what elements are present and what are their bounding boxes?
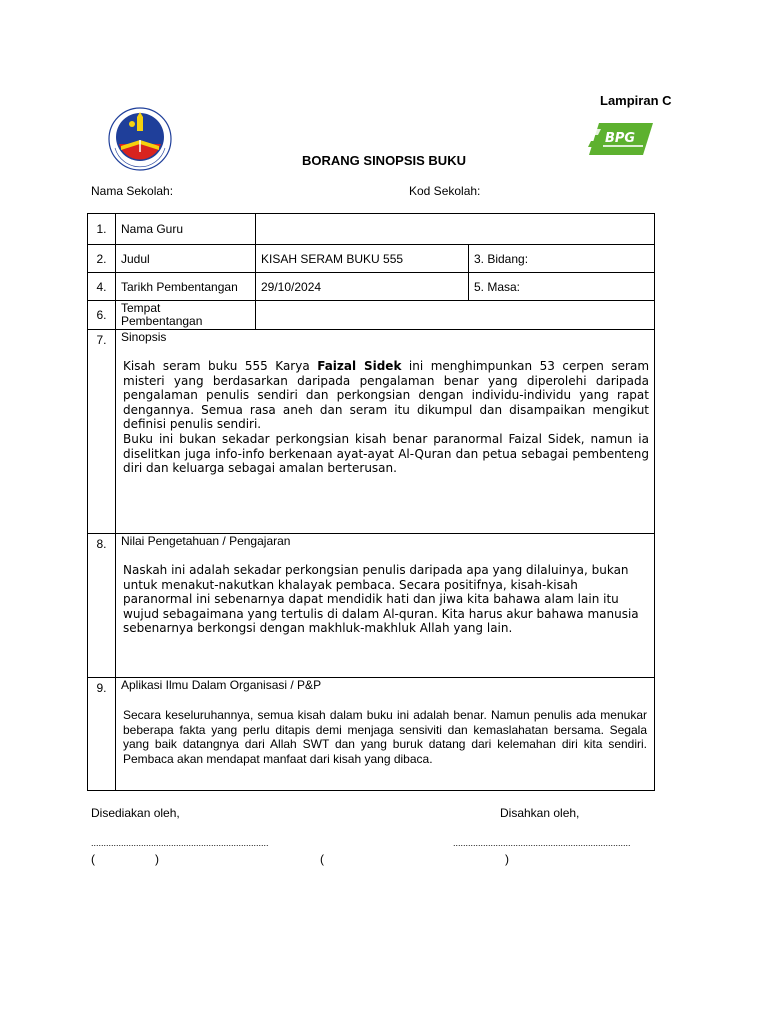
field-bidang[interactable]: 3. Bidang:	[469, 245, 655, 273]
synopsis-paragraph-1	[121, 359, 649, 432]
row-application	[88, 678, 655, 791]
venue-field[interactable]	[256, 301, 655, 330]
values-paragraph: Naskah ini adalah sekadar perkongsian penulis daripada apa yang dilaluinya, bukan untuk menakut-nakutkan khalayak pembaca. Secara positifnya, kisah-kisah paranormal ini sebenarnya dapat mendidik hati dan jiwa kita bahawa alam lain itu wujud sebagaimana yang tertulis di dalam Al-quran. Kita harus akur bahawa manusia sebenarnya berkongsi dengan makhluk-makhluk Allah yang lain.	[123, 563, 639, 636]
field-label: Judul	[116, 245, 256, 273]
row-values	[88, 534, 655, 678]
presentation-date-field[interactable]: 29/10/2024	[256, 273, 469, 301]
book-title-field[interactable]: KISAH SERAM BUKU 555	[256, 245, 469, 273]
field-label: Tarikh Pembentangan	[116, 273, 256, 301]
synopsis-paragraph-2: Buku ini bukan sekadar perkongsian kisah benar paranormal Faizal Sidek, namun ia diselitkan juga info-info berkenaan ayat-ayat Al-Quran dan petua sebagai pembenteng diri dan keluarga sebagai amalan berterusan.	[123, 431, 649, 476]
row-title	[88, 245, 655, 273]
prepared-by-label: Disediakan oleh,	[91, 806, 180, 820]
row-number: 9.	[88, 678, 116, 791]
application-cell[interactable]	[116, 678, 655, 791]
approved-signature-line[interactable]: .......................................................................	[453, 838, 631, 848]
teacher-name-field[interactable]	[256, 214, 655, 245]
row-number: 4.	[88, 273, 116, 301]
row-teacher-name	[88, 214, 655, 245]
synopsis-cell[interactable]	[116, 330, 655, 534]
section-heading: Sinopsis	[121, 330, 167, 344]
page-title: BORANG SINOPSIS BUKU	[302, 153, 466, 168]
author-name: Faizal Sidek	[317, 359, 402, 373]
approved-by-label: Disahkan oleh,	[500, 806, 580, 820]
row-number: 2.	[88, 245, 116, 273]
row-number: 8.	[88, 534, 116, 678]
row-date	[88, 273, 655, 301]
row-number: 1.	[88, 214, 116, 245]
row-synopsis	[88, 330, 655, 534]
row-number: 6.	[88, 301, 116, 330]
approved-paren-open: (	[320, 852, 324, 866]
section-heading: Nilai Pengetahuan / Pengajaran	[121, 534, 291, 548]
field-label-line1: Tempat	[121, 301, 161, 315]
application-paragraph: Secara keseluruhannya, semua kisah dalam buku ini adalah benar. Namun penulis ada menukar beberapa fakta yang perlu ditapis demi menjaga sensiviti dan kemaslahatan bersama. Segala yang baik datangnya dari Allah SWT dan yang buruk datang dari kelemahan diri kita sendiri. Pembaca akan mendapat manfaat dari kisah yang dibaca.	[123, 708, 647, 766]
synopsis-form-table	[87, 213, 655, 791]
prepared-paren-close: )	[155, 852, 159, 866]
field-masa[interactable]: 5. Masa:	[469, 273, 655, 301]
school-name-label: Nama Sekolah:	[91, 184, 174, 198]
synopsis-text: ini menghimpunkan 53 cerpen seram misteri yang berdasarkan daripada pengalaman benar yang diperolehi daripada pengalaman penulis sendiri dan perkongsian dengan individu-individu yang rapat dengannya. Semua rasa aneh dan seram itu dikumpul dan disampaikan mengikut definisi penulis sendiri.	[123, 359, 650, 432]
svg-text:BPG: BPG	[605, 131, 636, 146]
synopsis-text: Kisah seram buku 555 Karya	[123, 359, 318, 373]
field-label: Nama Guru	[116, 214, 256, 245]
field-label-line2: Pembentangan	[121, 314, 203, 328]
attachment-label: Lampiran C	[600, 93, 672, 108]
prepared-paren-open: (	[91, 852, 95, 866]
bpg-logo	[585, 121, 653, 157]
prepared-signature-line[interactable]: .......................................................................	[91, 838, 269, 848]
row-number: 7.	[88, 330, 116, 534]
section-heading: Aplikasi Ilmu Dalam Organisasi / P&P	[121, 678, 322, 692]
school-code-label: Kod Sekolah:	[409, 184, 481, 198]
values-cell[interactable]	[116, 534, 655, 678]
field-label	[116, 301, 256, 330]
approved-paren-close: )	[505, 852, 509, 866]
row-venue	[88, 301, 655, 330]
